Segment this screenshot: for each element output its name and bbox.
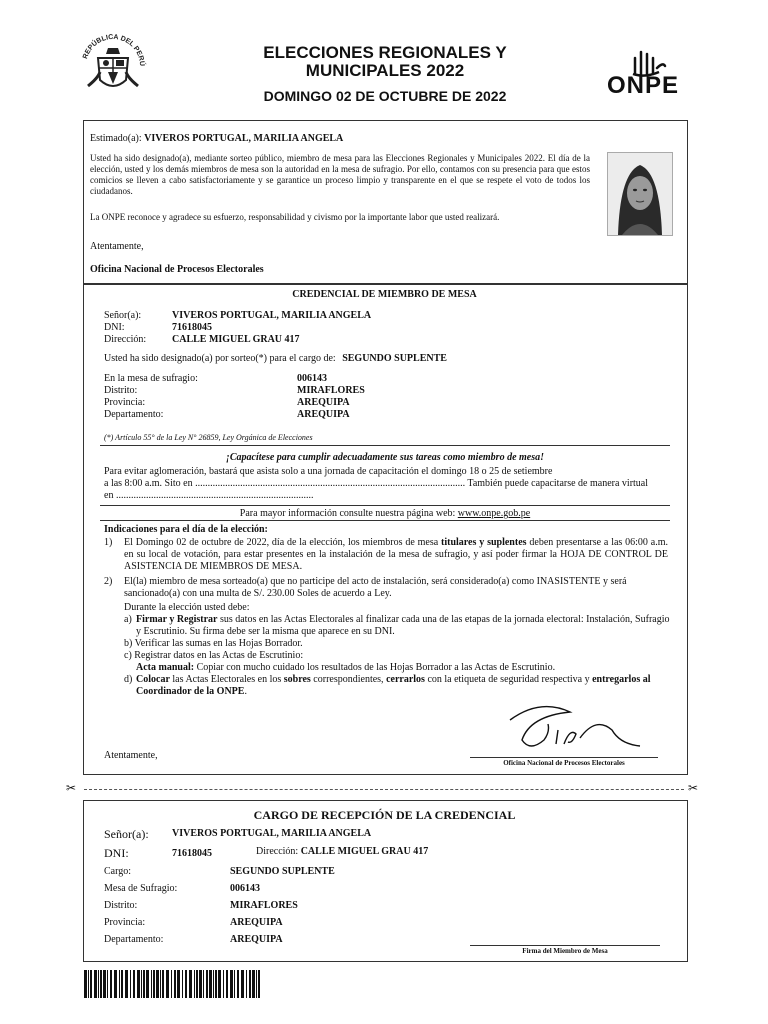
letter-paragraph-2: La ONPE reconoce y agradece su esfuerzo, responsabilidad y civismo por la importante labor que usted realizará. — [90, 212, 500, 222]
divider — [100, 445, 670, 446]
greeting-label: Estimado(a): — [90, 133, 142, 144]
barcode-bar — [206, 970, 208, 998]
scissors-icon: ✂ — [66, 781, 77, 795]
cred-mesa-label: En la mesa de sufragio: — [104, 373, 198, 384]
rec-dni-label: DNI: — [104, 846, 129, 860]
cred-provincia-label: Provincia: — [104, 397, 146, 408]
cred-closing: Atentamente, — [104, 750, 158, 761]
item-c: c) Registrar datos en las Actas de Escrutinio: — [124, 650, 304, 661]
barcode-bar — [218, 970, 221, 998]
cred-senor-label: Señor(a): — [104, 310, 142, 321]
indications-title: Indicaciones para el día de la elección: — [104, 524, 268, 535]
divider — [100, 505, 670, 506]
barcode-bar — [146, 970, 149, 998]
item-1-number: 1) — [104, 537, 113, 548]
barcode-bar — [234, 970, 235, 998]
onpe-signature — [500, 700, 650, 758]
cred-distrito: MIRAFLORES — [297, 385, 365, 396]
barcode-bar — [103, 970, 106, 998]
cred-dni-label: DNI: — [104, 322, 125, 333]
training-line-3: en ............................................................................... — [104, 490, 314, 501]
letter-office: Oficina Nacional de Procesos Electorales — [90, 264, 264, 275]
scissors-icon: ✂ — [688, 781, 699, 795]
title-line-1: ELECCIONES REGIONALES Y — [263, 43, 507, 62]
barcode-bar — [258, 970, 260, 998]
rec-address-label: Dirección: — [256, 846, 299, 857]
item-d: Colocar las Actas Electorales en los sobres correspondientes, cerrarlos con la etiqueta de seguridad respectiva y entregarlos al Coordinador de la ONPE. — [136, 674, 651, 697]
barcode-bar — [156, 970, 159, 998]
barcode-bar — [241, 970, 244, 998]
rec-dni: 71618045 — [172, 848, 212, 859]
item-1-text-c: deben presentarse a las 06:00 a.m. en su local de votación, para estar presentes en la instalación de la mesa de sufragio, y así poder firmar la HOJA DE CONTROL DE ASISTENCIA DE MIEMBROS DE MESA. — [124, 537, 668, 572]
item-c-sub — [136, 662, 555, 674]
more-info-text: Para mayor información consulte nuestra página web: — [239, 508, 456, 519]
more-info — [100, 508, 670, 520]
rec-mesa-label: Mesa de Sufragio: — [104, 883, 178, 894]
cred-mesa: 006143 — [297, 373, 327, 384]
signature-line — [470, 757, 658, 758]
rec-provincia: AREQUIPA — [230, 917, 283, 928]
item-c-sub-bold: Acta manual: — [136, 662, 195, 673]
item-2: El(la) miembro de mesa sorteado(a) que no participe del acto de instalación, será considerado(a) como INASISTENTE y será sancionado(a) con una multa de S/. 230.00 Soles de acuerdo a Ley. — [124, 576, 627, 599]
barcode-bar — [160, 970, 161, 998]
cred-address-label: Dirección: — [104, 334, 147, 345]
national-seal — [78, 28, 148, 98]
barcode-bar — [114, 970, 117, 998]
cred-provincia: AREQUIPA — [297, 397, 350, 408]
rec-cargo: SEGUNDO SUPLENTE — [230, 866, 335, 877]
barcode-bar — [230, 970, 233, 998]
barcode-bar — [226, 970, 228, 998]
barcode-bar — [90, 970, 92, 998]
item-d-bold-3: cerrarlos — [386, 674, 425, 685]
barcode-bar — [252, 970, 255, 998]
barcode-bar — [189, 970, 192, 998]
cred-name: VIVEROS PORTUGAL, MARILIA ANGELA — [172, 310, 372, 321]
rec-distrito: MIRAFLORES — [230, 900, 298, 911]
rec-departamento: AREQUIPA — [230, 934, 283, 945]
barcode-bar — [151, 970, 152, 998]
barcode-bar — [174, 970, 176, 998]
barcode-bar — [94, 970, 97, 998]
item-d-bold-4: entregarlos al Coordinador de la ONPE — [136, 674, 651, 697]
rec-distrito-label: Distrito: — [104, 900, 138, 911]
barcode-bar — [215, 970, 217, 998]
rec-name: VIVEROS PORTUGAL, MARILIA ANGELA — [172, 828, 372, 839]
seal-text: REPÚBLICA DEL PERÚ — [82, 33, 146, 67]
letter-closing: Atentamente, — [90, 241, 144, 252]
receipt-title: CARGO DE RECEPCIÓN DE LA CREDENCIAL — [253, 808, 516, 822]
cred-dni: 71618045 — [172, 322, 212, 333]
receipt-box — [83, 800, 688, 962]
rec-cargo-label: Cargo: — [104, 866, 132, 877]
barcode-bar — [110, 970, 112, 998]
greeting-name: VIVEROS PORTUGAL, MARILIA ANGELA — [144, 133, 344, 144]
divider — [100, 520, 670, 521]
barcode-bar — [125, 970, 128, 998]
barcode-bar — [177, 970, 180, 998]
item-d-text-1: las Actas Electorales en los — [172, 674, 282, 685]
barcode-bar — [209, 970, 212, 998]
onpe-logo — [605, 48, 695, 100]
item-c-sub-text: Copiar con mucho cuidado los resultados de las Hojas Borrador a las Actas de Escrutinio. — [196, 662, 556, 673]
barcode-bar — [162, 970, 164, 998]
barcode-bar — [256, 970, 257, 998]
barcode-bar — [199, 970, 202, 998]
barcode — [84, 970, 264, 998]
barcode-bar — [133, 970, 135, 998]
barcode-bar — [137, 970, 140, 998]
credential-title: CREDENCIAL DE MIEMBRO DE MESA — [292, 289, 477, 300]
item-1-text-a: El Domingo 02 de octubre de 2022, día de la elección, los miembros de mesa — [124, 537, 439, 548]
barcode-bar — [223, 970, 224, 998]
item-1 — [124, 537, 668, 573]
greeting — [90, 133, 343, 145]
barcode-bar — [246, 970, 247, 998]
cred-footnote: (*) Artículo 55° de la Ley N° 26859, Ley Orgánica de Elecciones — [104, 433, 313, 442]
barcode-bar — [88, 970, 89, 998]
item-d-prefix: d) — [124, 674, 133, 685]
barcode-bar — [237, 970, 239, 998]
rec-senor-label: Señor(a): — [104, 827, 149, 841]
barcode-bar — [121, 970, 123, 998]
rec-provincia-label: Provincia: — [104, 917, 146, 928]
website-link[interactable]: www.onpe.gob.pe — [457, 508, 531, 519]
during-election: Durante la elección usted debe: — [124, 602, 250, 613]
rec-mesa: 006143 — [230, 883, 260, 894]
title-line-2: MUNICIPALES 2022 — [305, 61, 465, 80]
item-2-number: 2) — [104, 576, 113, 587]
training-line-2: a las 8:00 a.m. Sito en ............................................................................................................ También puede capacitarse de manera virtual — [104, 478, 649, 489]
item-a — [136, 614, 670, 638]
item-b: b) Verificar las sumas en las Hojas Borrador. — [124, 638, 303, 649]
rec-address — [256, 846, 428, 858]
cut-line — [84, 789, 684, 790]
onpe-logo-text: ONPE — [607, 72, 680, 99]
barcode-bar — [84, 970, 87, 998]
barcode-bar — [119, 970, 120, 998]
member-photo — [607, 152, 673, 236]
barcode-bar — [171, 970, 172, 998]
rec-signature-caption: Firma del Miembro de Mesa — [522, 947, 608, 955]
cred-signature-caption: Oficina Nacional de Procesos Electorales — [503, 759, 625, 767]
item-a-prefix: a) — [124, 614, 132, 625]
cred-departamento: AREQUIPA — [297, 409, 350, 420]
barcode-bar — [143, 970, 145, 998]
item-a-bold: Firmar y Registrar — [136, 614, 218, 625]
cred-departamento-label: Departamento: — [104, 409, 164, 420]
barcode-bar — [107, 970, 108, 998]
item-d-bold-1: Colocar — [136, 674, 170, 685]
barcode-bar — [100, 970, 102, 998]
rec-departamento-label: Departamento: — [104, 934, 164, 945]
cred-designation-text: Usted ha sido designado(a) por sorteo(*) para el cargo de: — [104, 353, 336, 364]
barcode-bar — [185, 970, 187, 998]
rec-address-value: CALLE MIGUEL GRAU 417 — [300, 846, 429, 857]
election-date: DOMINGO 02 DE OCTUBRE DE 2022 — [263, 88, 507, 104]
cred-distrito-label: Distrito: — [104, 385, 138, 396]
cred-address: CALLE MIGUEL GRAU 417 — [172, 334, 300, 345]
item-1-bold: titulares y suplentes — [441, 537, 527, 548]
item-d-text-3: con la etiqueta de seguridad respectiva y — [427, 674, 590, 685]
barcode-bar — [141, 970, 142, 998]
barcode-bar — [130, 970, 131, 998]
letter-paragraph-1: Usted ha sido designado(a), mediante sorteo público, miembro de mesa para las Elecciones Regionales y Municipales 2022. El día de la elección, usted y los demás miembros de mesa son la autoridad en la mesa de sufragio. Por ello, contamos con su presencia para que estos comicios se lleven a cabo satisfactoriamente y se garantice un proceso limpio y transparente en el que se respete el voto de todos los ciudadanos. — [90, 153, 590, 196]
election-title — [200, 44, 570, 80]
training-title: ¡Capacítese para cumplir adecuadamente sus tareas como miembro de mesa! — [225, 452, 545, 463]
cred-role: SEGUNDO SUPLENTE — [342, 353, 447, 364]
item-d-text-2: correspondientes, — [313, 674, 384, 685]
cred-designation — [104, 353, 447, 365]
barcode-bar — [166, 970, 169, 998]
barcode-bar — [203, 970, 204, 998]
item-a-text: sus datos en las Actas Electorales al finalizar cada una de las etapas de la jornada electoral: Instalación, Sufragio y Escrutinio. Su firma debe ser la misma que aparece en su DNI. — [136, 614, 670, 637]
barcode-bar — [194, 970, 195, 998]
barcode-bar — [182, 970, 183, 998]
barcode-bar — [98, 970, 99, 998]
member-signature-line — [470, 945, 660, 946]
barcode-bar — [196, 970, 198, 998]
barcode-bar — [153, 970, 155, 998]
training-line-1: Para evitar aglomeración, bastará que asista solo a una jornada de capacitación el domingo 18 o 25 de setiembre — [104, 466, 553, 477]
item-d-bold-2: sobres — [283, 674, 311, 685]
barcode-bar — [249, 970, 251, 998]
barcode-bar — [213, 970, 214, 998]
